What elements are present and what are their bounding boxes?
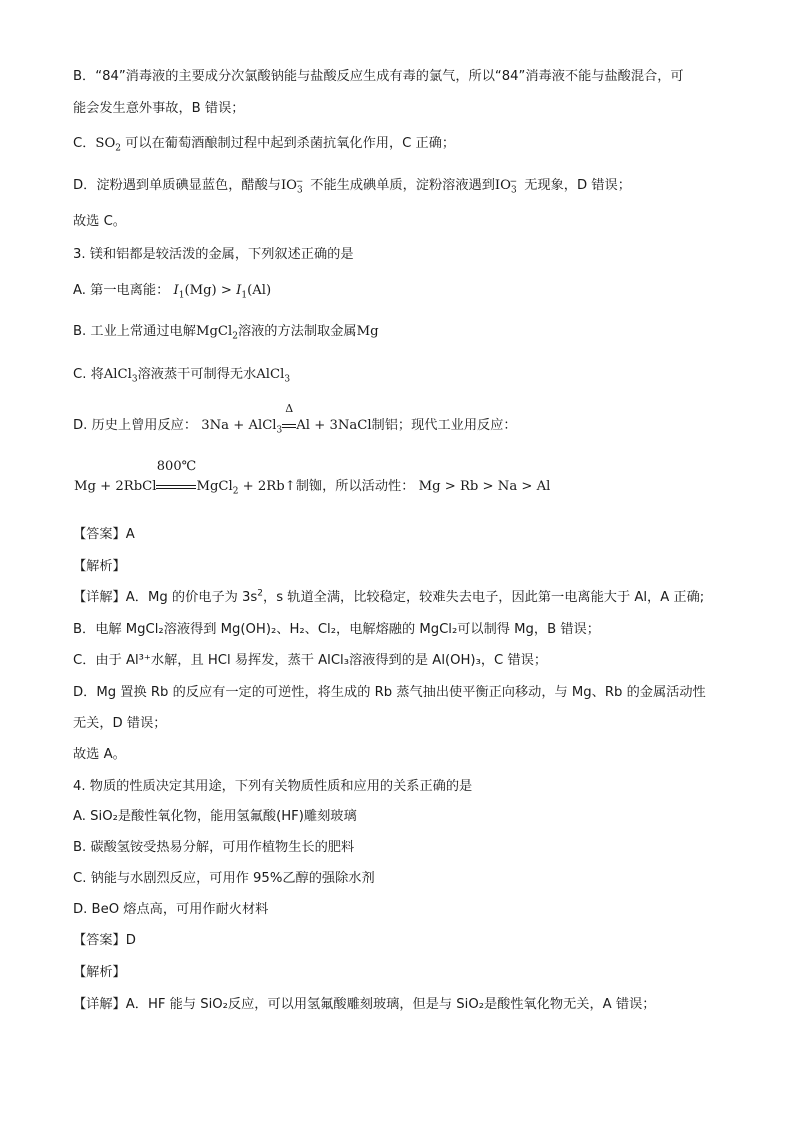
- q4-option-d: D. BeO 熔点高，可用作耐火材料: [73, 902, 269, 917]
- q4-option-b: B. 碳酸氢铵受热易分解，可用作植物生长的肥料: [73, 840, 355, 855]
- io3-formula: $IO_3^-$: [280, 176, 304, 196]
- mg-formula: Mg: [356, 324, 379, 339]
- q2-d-text: 无现象，D 错误；: [524, 178, 631, 193]
- q3-b-prefix: B. 工业上常通过电解: [73, 324, 196, 339]
- io3-formula-2: $IO_3^-$: [494, 176, 518, 196]
- q3-detail-3: C．由于 Al³⁺水解，且 HCl 易挥发，蒸干 AlCl₃溶液得到的是 Al(OH)₃，C 错误；: [73, 653, 548, 668]
- sodium-aluminum-reaction: 3Na + AlCl$_3$ Δ Al + 3NaCl: [201, 402, 372, 436]
- q3-option-c: [73, 365, 754, 385]
- q2-option-b-line1: B．“84”消毒液的主要成分次氯酸钠能与盐酸反应生成有毒的氯气，所以“84”消毒液不能与盐酸混合，可: [73, 69, 684, 84]
- q2-option-b-line2: 能会发生意外事故，B 错误；: [73, 101, 245, 116]
- q3-d-text-2: 制铷，所以活动性：: [295, 479, 415, 494]
- q3-analysis: 【解析】: [73, 559, 126, 574]
- q3-detail-1-pre: 【详解】A．Mg 的价电子为 3s: [73, 590, 258, 605]
- q4-answer: 【答案】D: [73, 933, 136, 948]
- q3-c-prefix: C. 将: [73, 367, 104, 382]
- reaction-condition: 800℃: [156, 459, 197, 474]
- q2-d-prefix: D．淀粉遇到单质碘显蓝色，醋酸与: [73, 178, 281, 193]
- q3-option-b: [73, 322, 754, 342]
- q4-option-c: C. 钠能与水剧烈反应，可用作 95%乙醇的强除水剂: [73, 871, 375, 886]
- q3-b-text: 溶液的方法制取金属: [237, 324, 357, 339]
- q4-stem: 4. 物质的性质决定其用途，下列有关物质性质和应用的关系正确的是: [73, 779, 473, 794]
- q3-detail-5: 无关，D 错误；: [73, 716, 167, 731]
- q2-c-prefix: C．: [73, 136, 96, 151]
- alcl3-formula: AlCl$_3$: [103, 367, 138, 385]
- q3-option-d: [73, 402, 754, 436]
- q3-option-d-line2: [74, 459, 754, 497]
- q3-a-label: A. 第一电离能：: [73, 283, 170, 298]
- activity-order: Mg > Rb > Na > Al: [418, 479, 551, 494]
- ionization-inequality: $I_1(Mg) > I_1(Al)$: [173, 283, 272, 301]
- q4-analysis: 【解析】: [73, 965, 126, 980]
- alcl3-formula-2: AlCl$_3$: [256, 367, 291, 385]
- q2-d-mid: 不能生成碘单质，淀粉溶液遇到: [310, 178, 495, 193]
- q4-option-a: A. SiO₂是酸性氧化物，能用氢氟酸(HF)雕刻玻璃: [73, 809, 357, 824]
- q3-d-prefix: D. 历史上曾用反应：: [73, 418, 198, 433]
- q3-detail-2: B．电解 MgCl₂溶液得到 Mg(OH)₂、H₂、Cl₂，电解熔融的 MgCl₂可以制得 Mg，B 错误；: [73, 622, 600, 637]
- magnesium-rubidium-reaction: Mg + 2RbCl 800℃ MgCl$_2$ + 2Rb↑: [74, 459, 296, 497]
- q3-answer: 【答案】A: [73, 527, 135, 542]
- q3-conclusion: 故选 A。: [73, 747, 126, 762]
- q3-stem: 3. 镁和铝都是较活泼的金属，下列叙述正确的是: [73, 247, 354, 262]
- q2-conclusion: 故选 C。: [73, 214, 126, 229]
- q3-detail-4: D．Mg 置换 Rb 的反应有一定的可逆性，将生成的 Rb 蒸气抽出使平衡正向移动，与 Mg、Rb 的金属活动性: [73, 685, 706, 700]
- q4-detail-1: 【详解】A．HF 能与 SiO₂反应，可以用氢氟酸雕刻玻璃，但是与 SiO₂是酸性氧化物无关，A 错误；: [73, 997, 656, 1012]
- q3-d-text: 制铝；现代工业用反应：: [371, 418, 517, 433]
- mgcl2-formula: MgCl$_2$: [195, 324, 238, 342]
- q3-detail-1: 【详解】A．Mg 的价电子为 $3s^2$，s 轨道全满，比较稳定，较难失去电子，因此第一电离能大于 Al，A 正确;: [73, 588, 705, 605]
- q2-option-c: [73, 134, 754, 154]
- so2-formula: $SO_2$: [95, 136, 121, 154]
- q3-detail-1-post: ，s 轨道全满，比较稳定，较难失去电子，因此第一电离能大于 Al，A 正确;: [263, 590, 705, 605]
- q2-option-d: [73, 176, 754, 196]
- q3-option-a: [73, 281, 754, 301]
- q2-c-text: 可以在葡萄酒酿制过程中起到杀菌抗氧化作用，C 正确；: [125, 136, 456, 151]
- q3-c-text: 溶液蒸干可制得无水: [137, 367, 257, 382]
